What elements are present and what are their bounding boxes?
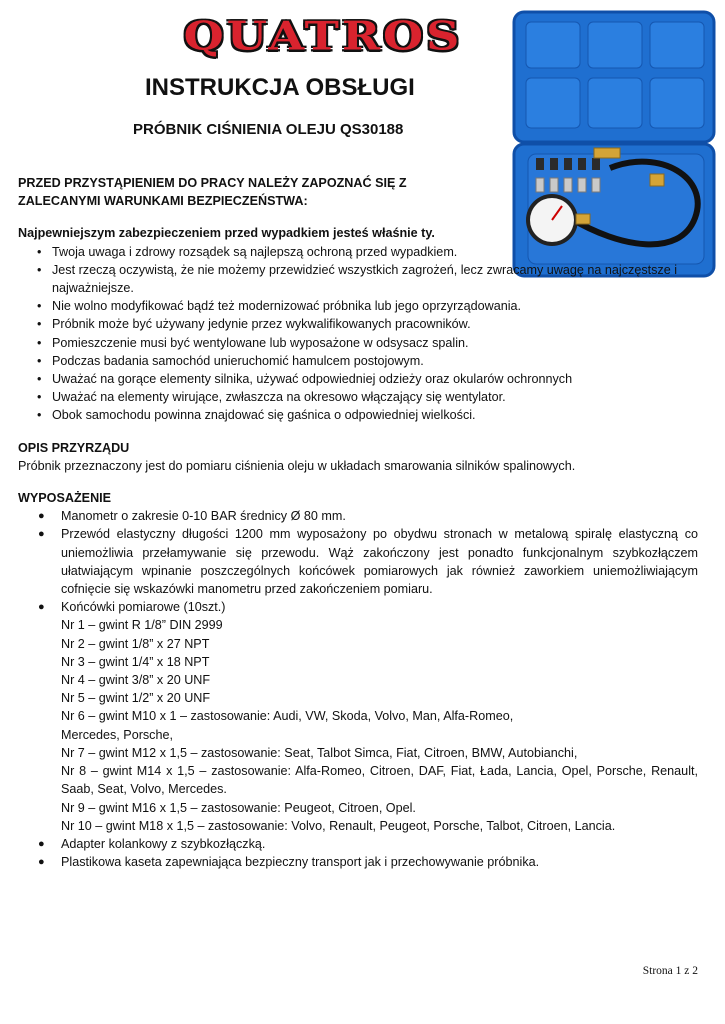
brand-logo	[148, 10, 498, 62]
tip-item: Nr 9 – gwint M16 x 1,5 – zastosowanie: Peugeot, Citroen, Opel.	[61, 800, 416, 815]
equipment-heading: WYPOSAŻENIE	[18, 491, 112, 506]
list-item: • Próbnik może być używany jedynie przez wykwalifikowanych pracowników.	[18, 315, 698, 333]
safety-lead: Najpewniejszym zabezpieczeniem przed wypadkiem jesteś właśnie ty.	[18, 226, 435, 241]
product-subtitle: PRÓBNIK CIŚNIENIA OLEJU QS30188	[133, 121, 404, 138]
tips-heading: ● Końcówki pomiarowe (10szt.)	[61, 600, 226, 615]
list-item: • Pomieszczenie musi być wentylowane lub wyposażone w odsysacz spalin.	[18, 334, 698, 352]
page-number: Strona 1 z 2	[642, 965, 698, 977]
tip-item: Nr 7 – gwint M12 x 1,5 – zastosowanie: Seat, Talbot Simca, Fiat, Citroen, BMW, Autobianchi,	[61, 745, 578, 760]
equipment-gauge: ● Manometr o zakresie 0-10 BAR średnicy Ø 80 mm.	[18, 507, 698, 525]
tip-item: Nr 2 – gwint 1/8” x 27 NPT	[61, 636, 210, 651]
page-title: INSTRUKCJA OBSŁUGI	[145, 74, 415, 101]
equipment-tips	[18, 598, 698, 835]
description-text: Próbnik przeznaczony jest do pomiaru ciśnienia oleju w układach smarowania silników spalinowych.	[18, 458, 576, 473]
safety-heading: PRZED PRZYSTĄPIENIEM DO PRACY NALEŻY ZAPOZNAĆ SIĘ Z ZALECANYMI WARUNKAMI BEZPIECZEŃSTWA:	[18, 176, 407, 209]
safety-list	[18, 243, 698, 425]
equipment-case: ● Plastikowa kaseta zapewniająca bezpieczny transport jak i przechowywanie próbnika.	[18, 853, 698, 871]
tip-item: Nr 4 – gwint 3/8” x 20 UNF	[61, 673, 211, 688]
list-item: • Obok samochodu powinna znajdować się gaśnica o odpowiedniej wielkości.	[18, 406, 698, 424]
brand-logo-text: QUATROS	[183, 13, 463, 59]
description-heading: OPIS PRZYRZĄDU	[18, 440, 130, 455]
tip-item: Nr 6 – gwint M10 x 1 – zastosowanie: Audi, VW, Skoda, Volvo, Man, Alfa-Romeo, Mercedes, Porsche,	[61, 709, 514, 742]
equipment-hose: ● Przewód elastyczny długości 1200 mm wyposażony po obydwu stronach w metalową spiralę elastyczną co uniemożliwia przełamywanie się przewodu. Wąż zakończony jest ponadto funkcjonalnym szybkozłączem ułatwiającym wpinanie poszczególnych końcówek pomiarowych jak również zaworkiem uniemożliwiającym cofnięcie się wskazówki manometru przed zakończeniem pomiaru.	[18, 525, 698, 598]
document-body	[18, 174, 698, 871]
list-item: • Nie wolno modyfikować bądź też modernizować próbnika lub jego oprzyrządowania.	[18, 297, 698, 315]
list-item: • Twoja uwaga i zdrowy rozsądek są najlepszą ochroną przed wypadkiem.	[18, 243, 698, 261]
tip-item: Nr 5 – gwint 1/2” x 20 UNF	[61, 691, 211, 706]
equipment-adapter: ● Adapter kolankowy z szybkozłączką.	[18, 835, 698, 853]
tip-item: Nr 8 – gwint M14 x 1,5 – zastosowanie: Alfa-Romeo, Citroen, DAF, Fiat, Łada, Lancia, Opel, Porsche, Renault, Saab, Seat, Volvo, Mercedes.	[61, 764, 698, 797]
tip-item: Nr 1 – gwint R 1/8” DIN 2999	[61, 618, 223, 633]
list-item: • Uważać na elementy wirujące, zwłaszcza na okresowo włączający się wentylator.	[18, 388, 698, 406]
equipment-list	[18, 507, 698, 871]
tip-item: Nr 10 – gwint M18 x 1,5 – zastosowanie: Volvo, Renault, Peugeot, Porsche, Talbot, Citroen, Lancia.	[61, 818, 616, 833]
list-item: • Jest rzeczą oczywistą, że nie możemy przewidzieć wszystkich zagrożeń, lecz zwracamy uwagę na najczęstsze i najważniejsze.	[18, 261, 698, 297]
list-item: • Podczas badania samochód unieruchomić hamulcem postojowym.	[18, 352, 698, 370]
list-item: • Uważać na gorące elementy silnika, używać odpowiedniej odzieży oraz okularów ochronnych	[18, 370, 698, 388]
tip-item: Nr 3 – gwint 1/4” x 18 NPT	[61, 654, 210, 669]
